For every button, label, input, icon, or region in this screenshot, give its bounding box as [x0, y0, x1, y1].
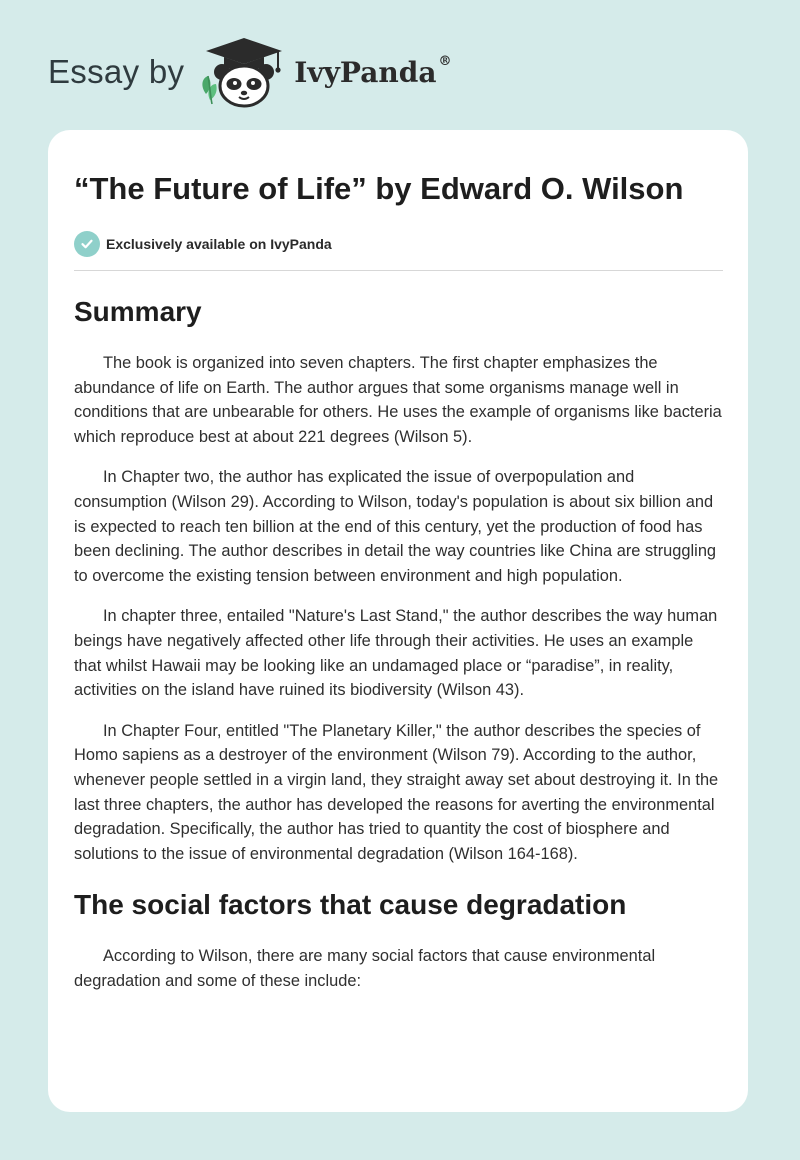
paragraph: In chapter three, entailed "Nature's Last Stand," the author describes the way human beings have negatively affected other life through their activities. He uses an example that whilst Hawaii may be looking like an undamaged place or “paradise”, in reality, activities on the island have ruined its biodiversity (Wilson 43). [74, 607, 718, 700]
brand-prefix: Essay by [48, 53, 185, 90]
brand-name-text: IvyPanda [294, 55, 437, 89]
section-heading-social-factors: The social factors that cause degradation [74, 889, 627, 921]
article-body [74, 168, 723, 993]
paragraph: The book is organized into seven chapters. The first chapter emphasizes the abundance of life on Earth. The author argues that some organisms manage well in conditions that are unbearable for others. He uses the example of organisms like bacteria which reproduce best at about 221 degrees (Wilson 5). [74, 354, 722, 446]
check-icon [74, 231, 100, 257]
brand-name [294, 53, 452, 89]
divider [74, 270, 723, 271]
brand-header [48, 36, 451, 108]
paragraph: In Chapter two, the author has explicated the issue of overpopulation and consumption (Wilson 29). According to Wilson, today's population is about six billion and is expected to reach ten billion at the end of this century, yet the production of food has been declining. The author describes in detail the way countries like China are struggling to overcome the existing tension between environment and high population. [74, 468, 717, 585]
exclusive-badge-text: Exclusively available on IvyPanda [106, 236, 332, 252]
section-heading-summary: Summary [74, 296, 202, 327]
exclusive-badge [74, 230, 723, 258]
paragraph: According to Wilson, there are many social factors that cause environmental degradation and some of these include: [74, 947, 656, 990]
registered-mark: ® [438, 53, 452, 69]
panda-logo-icon[interactable] [198, 36, 290, 108]
article-title: “The Future of Life” by Edward O. Wilson [74, 171, 684, 206]
article-card [48, 130, 748, 1112]
paragraph: In Chapter Four, entitled "The Planetary Killer," the author describes the species of Homo sapiens as a destroyer of the environment (Wilson 79). According to the author, whenever people settled in a virgin land, they straight away set about destroying it. In the last three chapters, the author has developed the reasons for averting the environmental degradation. Specifically, the author has tried to quantity the cost of biosphere and solutions to the issue of environmental degradation (Wilson 164-168). [74, 721, 719, 863]
